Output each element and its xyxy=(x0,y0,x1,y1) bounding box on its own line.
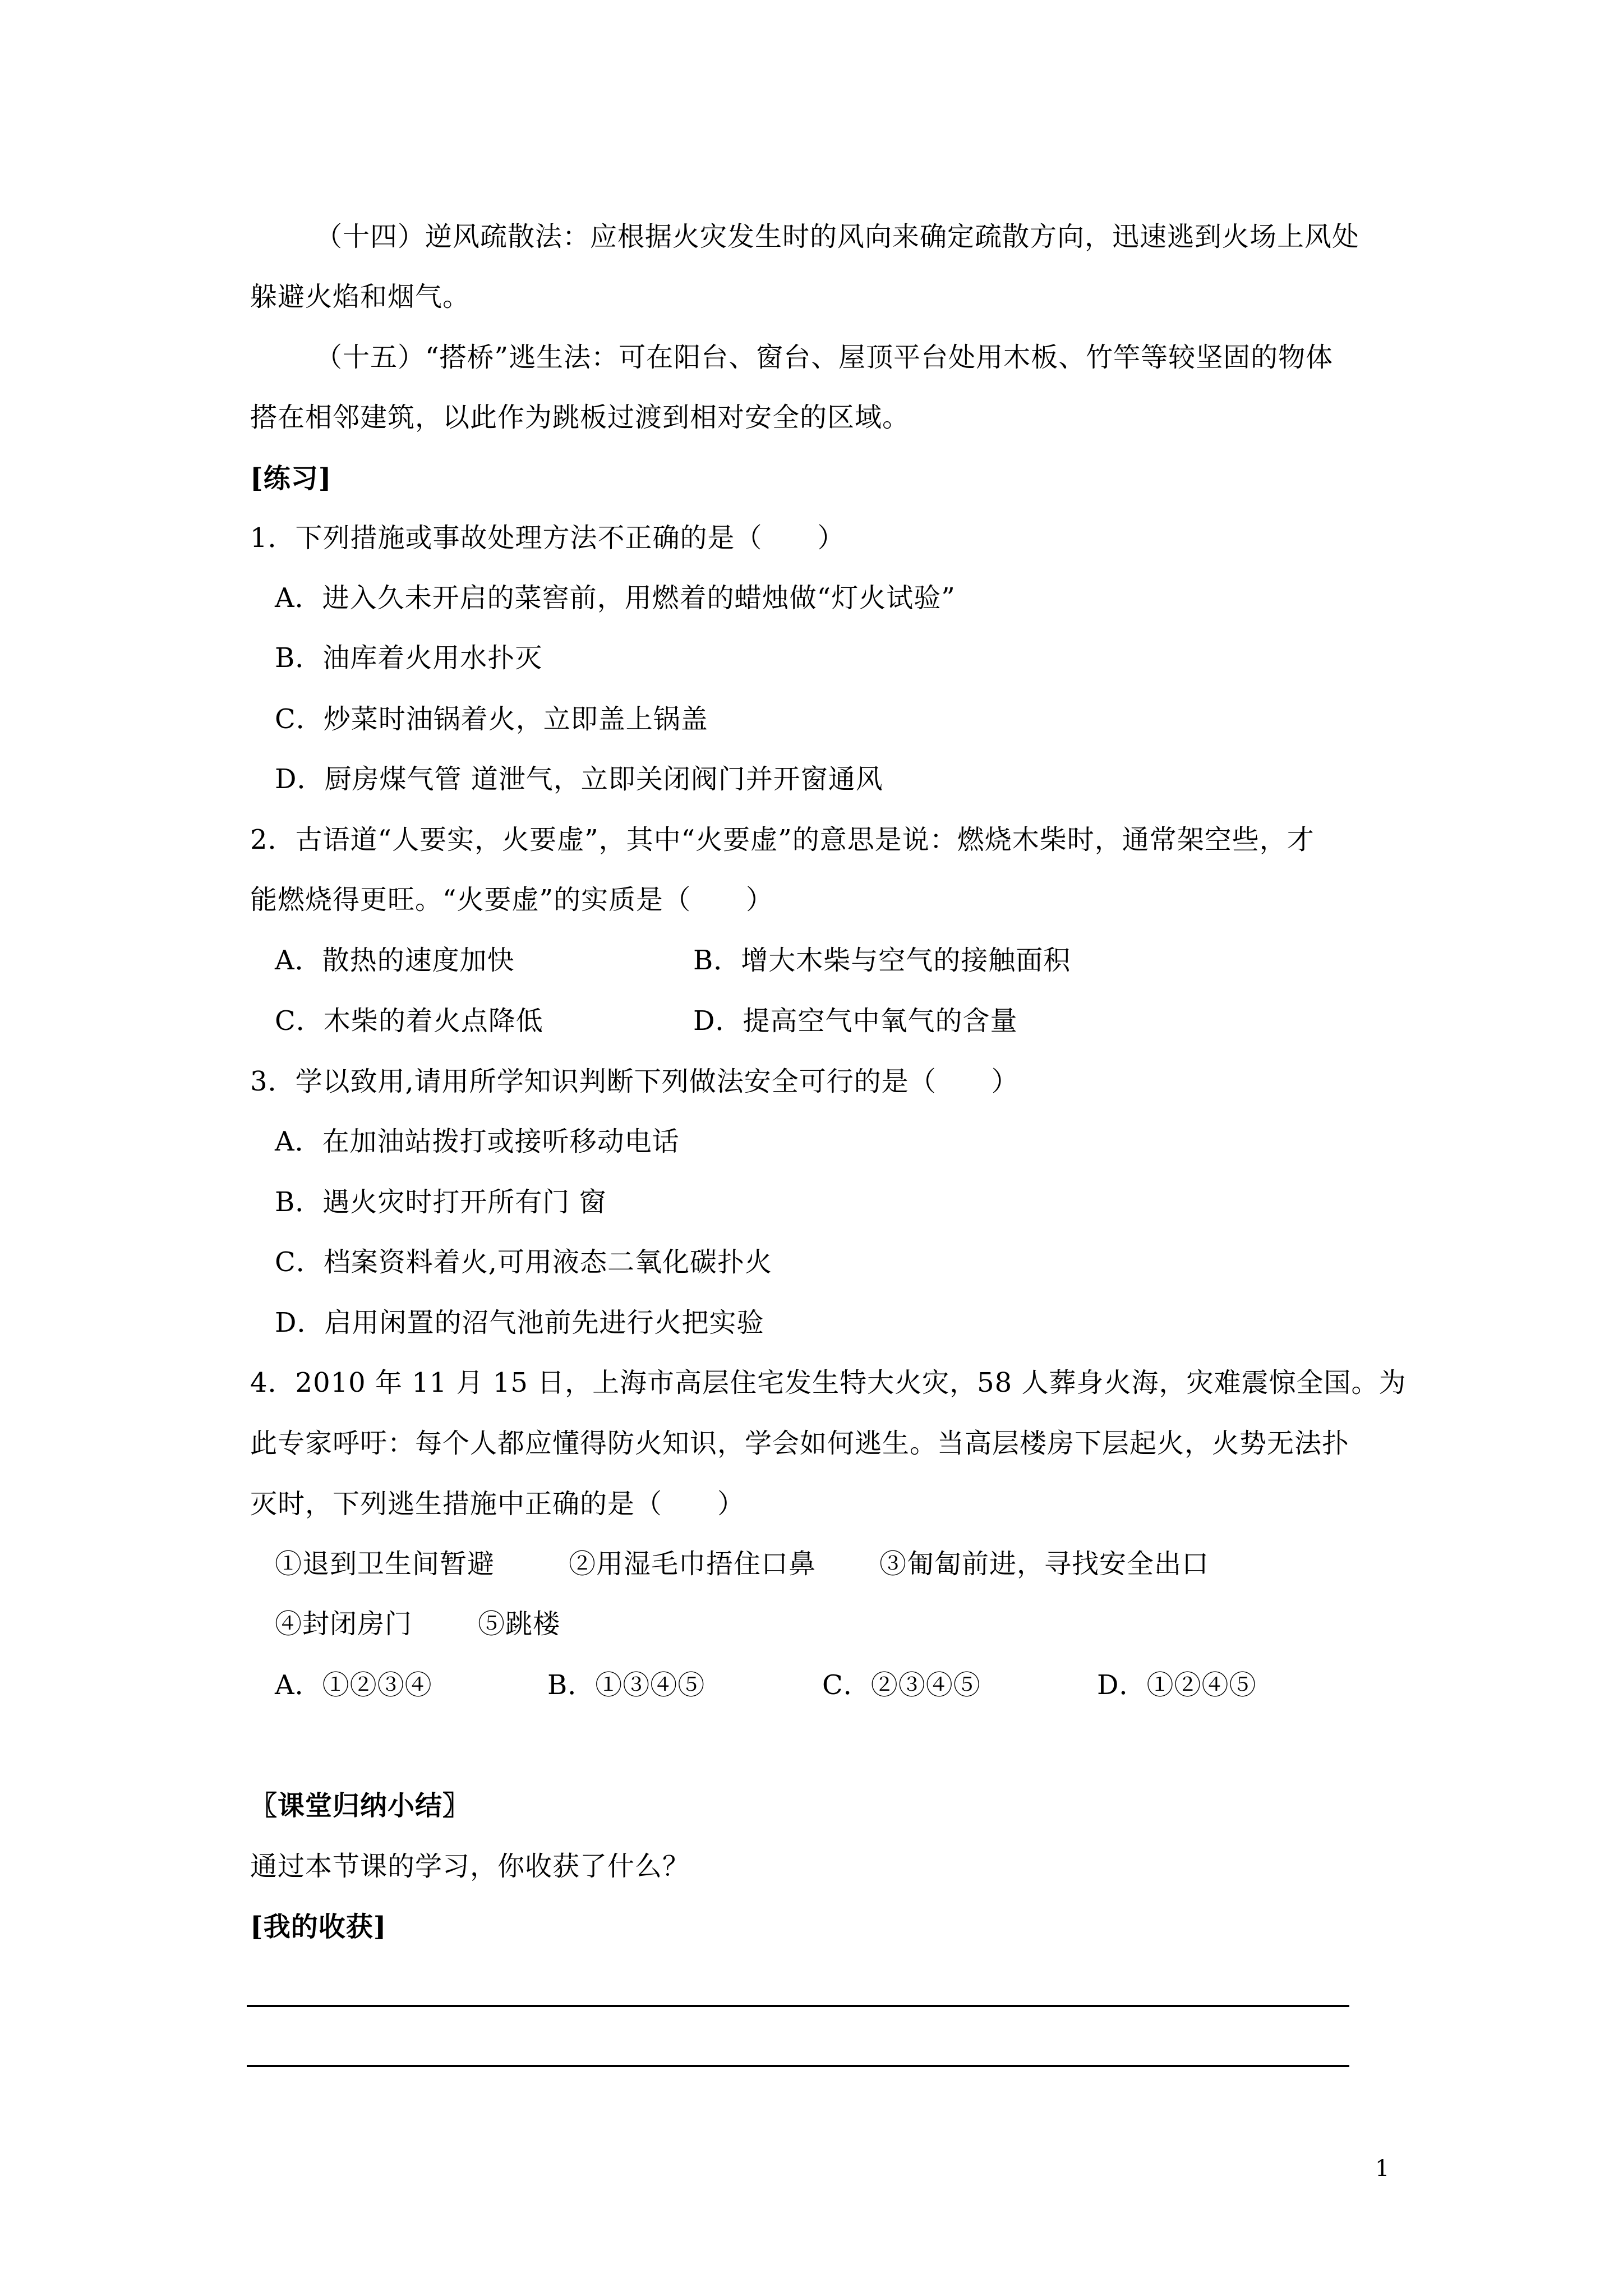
question-3-option-d: D．启用闲置的沼气池前先进行火把实验 xyxy=(275,1307,764,1338)
question-2-option-c: C．木柴的着火点降低 xyxy=(275,1005,543,1037)
question-4-stem-line-1: 4．2010 年 11 月 15 日，上海市高层住宅发生特大火灾，58 人葬身火海，灾难震惊全国。为 xyxy=(250,1367,1407,1398)
summary-heading: 〖课堂归纳小结〗 xyxy=(250,1790,471,1821)
section-15-line-2: 搭在相邻建筑，以此作为跳板过渡到相对安全的区域。 xyxy=(250,402,910,433)
answer-line-1 xyxy=(247,2005,1349,2007)
question-4-option-b: B．①③④⑤ xyxy=(547,1669,706,1701)
question-2-option-d: D．提高空气中氧气的含量 xyxy=(693,1005,1018,1037)
harvest-heading: [我的收获] xyxy=(250,1911,387,1943)
summary-prompt: 通过本节课的学习，你收获了什么？ xyxy=(250,1851,690,1882)
question-4-measure-4: ④封闭房门 xyxy=(275,1608,413,1640)
section-15-line-1: （十五）“搭桥”逃生法：可在阳台、窗台、屋顶平台处用木板、竹竿等较坚固的物体 xyxy=(315,342,1334,373)
question-2-option-a: A．散热的速度加快 xyxy=(275,945,515,976)
question-4-measure-5: ⑤跳楼 xyxy=(478,1608,561,1640)
question-3-option-c: C．档案资料着火,可用液态二氧化碳扑火 xyxy=(275,1246,772,1278)
question-1-option-d: D．厨房煤气管 道泄气，立即关闭阀门并开窗通风 xyxy=(275,763,883,795)
question-4-option-d: D．①②④⑤ xyxy=(1097,1669,1257,1701)
question-3-option-a: A．在加油站拨打或接听移动电话 xyxy=(275,1126,680,1157)
section-14-line-2: 躲避火焰和烟气。 xyxy=(250,281,471,312)
question-4-stem-line-2: 此专家呼吁：每个人都应懂得防火知识，学会如何逃生。当高层楼房下层起火，火势无法扑 xyxy=(250,1428,1350,1459)
question-4-option-a: A．①②③④ xyxy=(275,1669,432,1701)
question-2-stem-line-1: 2．古语道“人要实，火要虚”，其中“火要虚”的意思是说：燃烧木柴时，通常架空些，才 xyxy=(250,824,1315,855)
question-4-option-c: C．②③④⑤ xyxy=(822,1669,981,1701)
answer-line-2 xyxy=(247,2065,1349,2067)
question-4-stem-line-3: 灭时，下列逃生措施中正确的是（ ） xyxy=(250,1488,745,1520)
exercise-heading: [练习] xyxy=(250,463,332,494)
question-2-option-b: B．增大木柴与空气的接触面积 xyxy=(693,945,1071,976)
question-3-option-b: B．遇火灾时打开所有门 窗 xyxy=(275,1186,607,1218)
question-1-stem: 1．下列措施或事故处理方法不正确的是（ ） xyxy=(250,522,845,554)
page-number: 1 xyxy=(1375,2156,1390,2182)
question-4-measure-1: ①退到卫生间暂避 xyxy=(275,1548,495,1580)
question-3-stem: 3．学以致用,请用所学知识判断下列做法安全可行的是（ ） xyxy=(250,1066,1019,1097)
question-1-option-a: A．进入久未开启的菜窖前，用燃着的蜡烛做“灯火试验” xyxy=(275,582,956,614)
question-2-stem-line-2: 能燃烧得更旺。“火要虚”的实质是（ ） xyxy=(250,884,774,915)
question-1-option-b: B．油库着火用水扑灭 xyxy=(275,642,543,674)
question-4-measure-3: ③匍匐前进，寻找安全出口 xyxy=(879,1548,1210,1580)
question-1-option-c: C．炒菜时油锅着火，立即盖上锅盖 xyxy=(275,703,708,735)
section-14-line-1: （十四）逆风疏散法：应根据火灾发生时的风向来确定疏散方向，迅速逃到火场上风处 xyxy=(315,221,1360,252)
question-4-measure-2: ②用湿毛巾捂住口鼻 xyxy=(569,1548,817,1580)
